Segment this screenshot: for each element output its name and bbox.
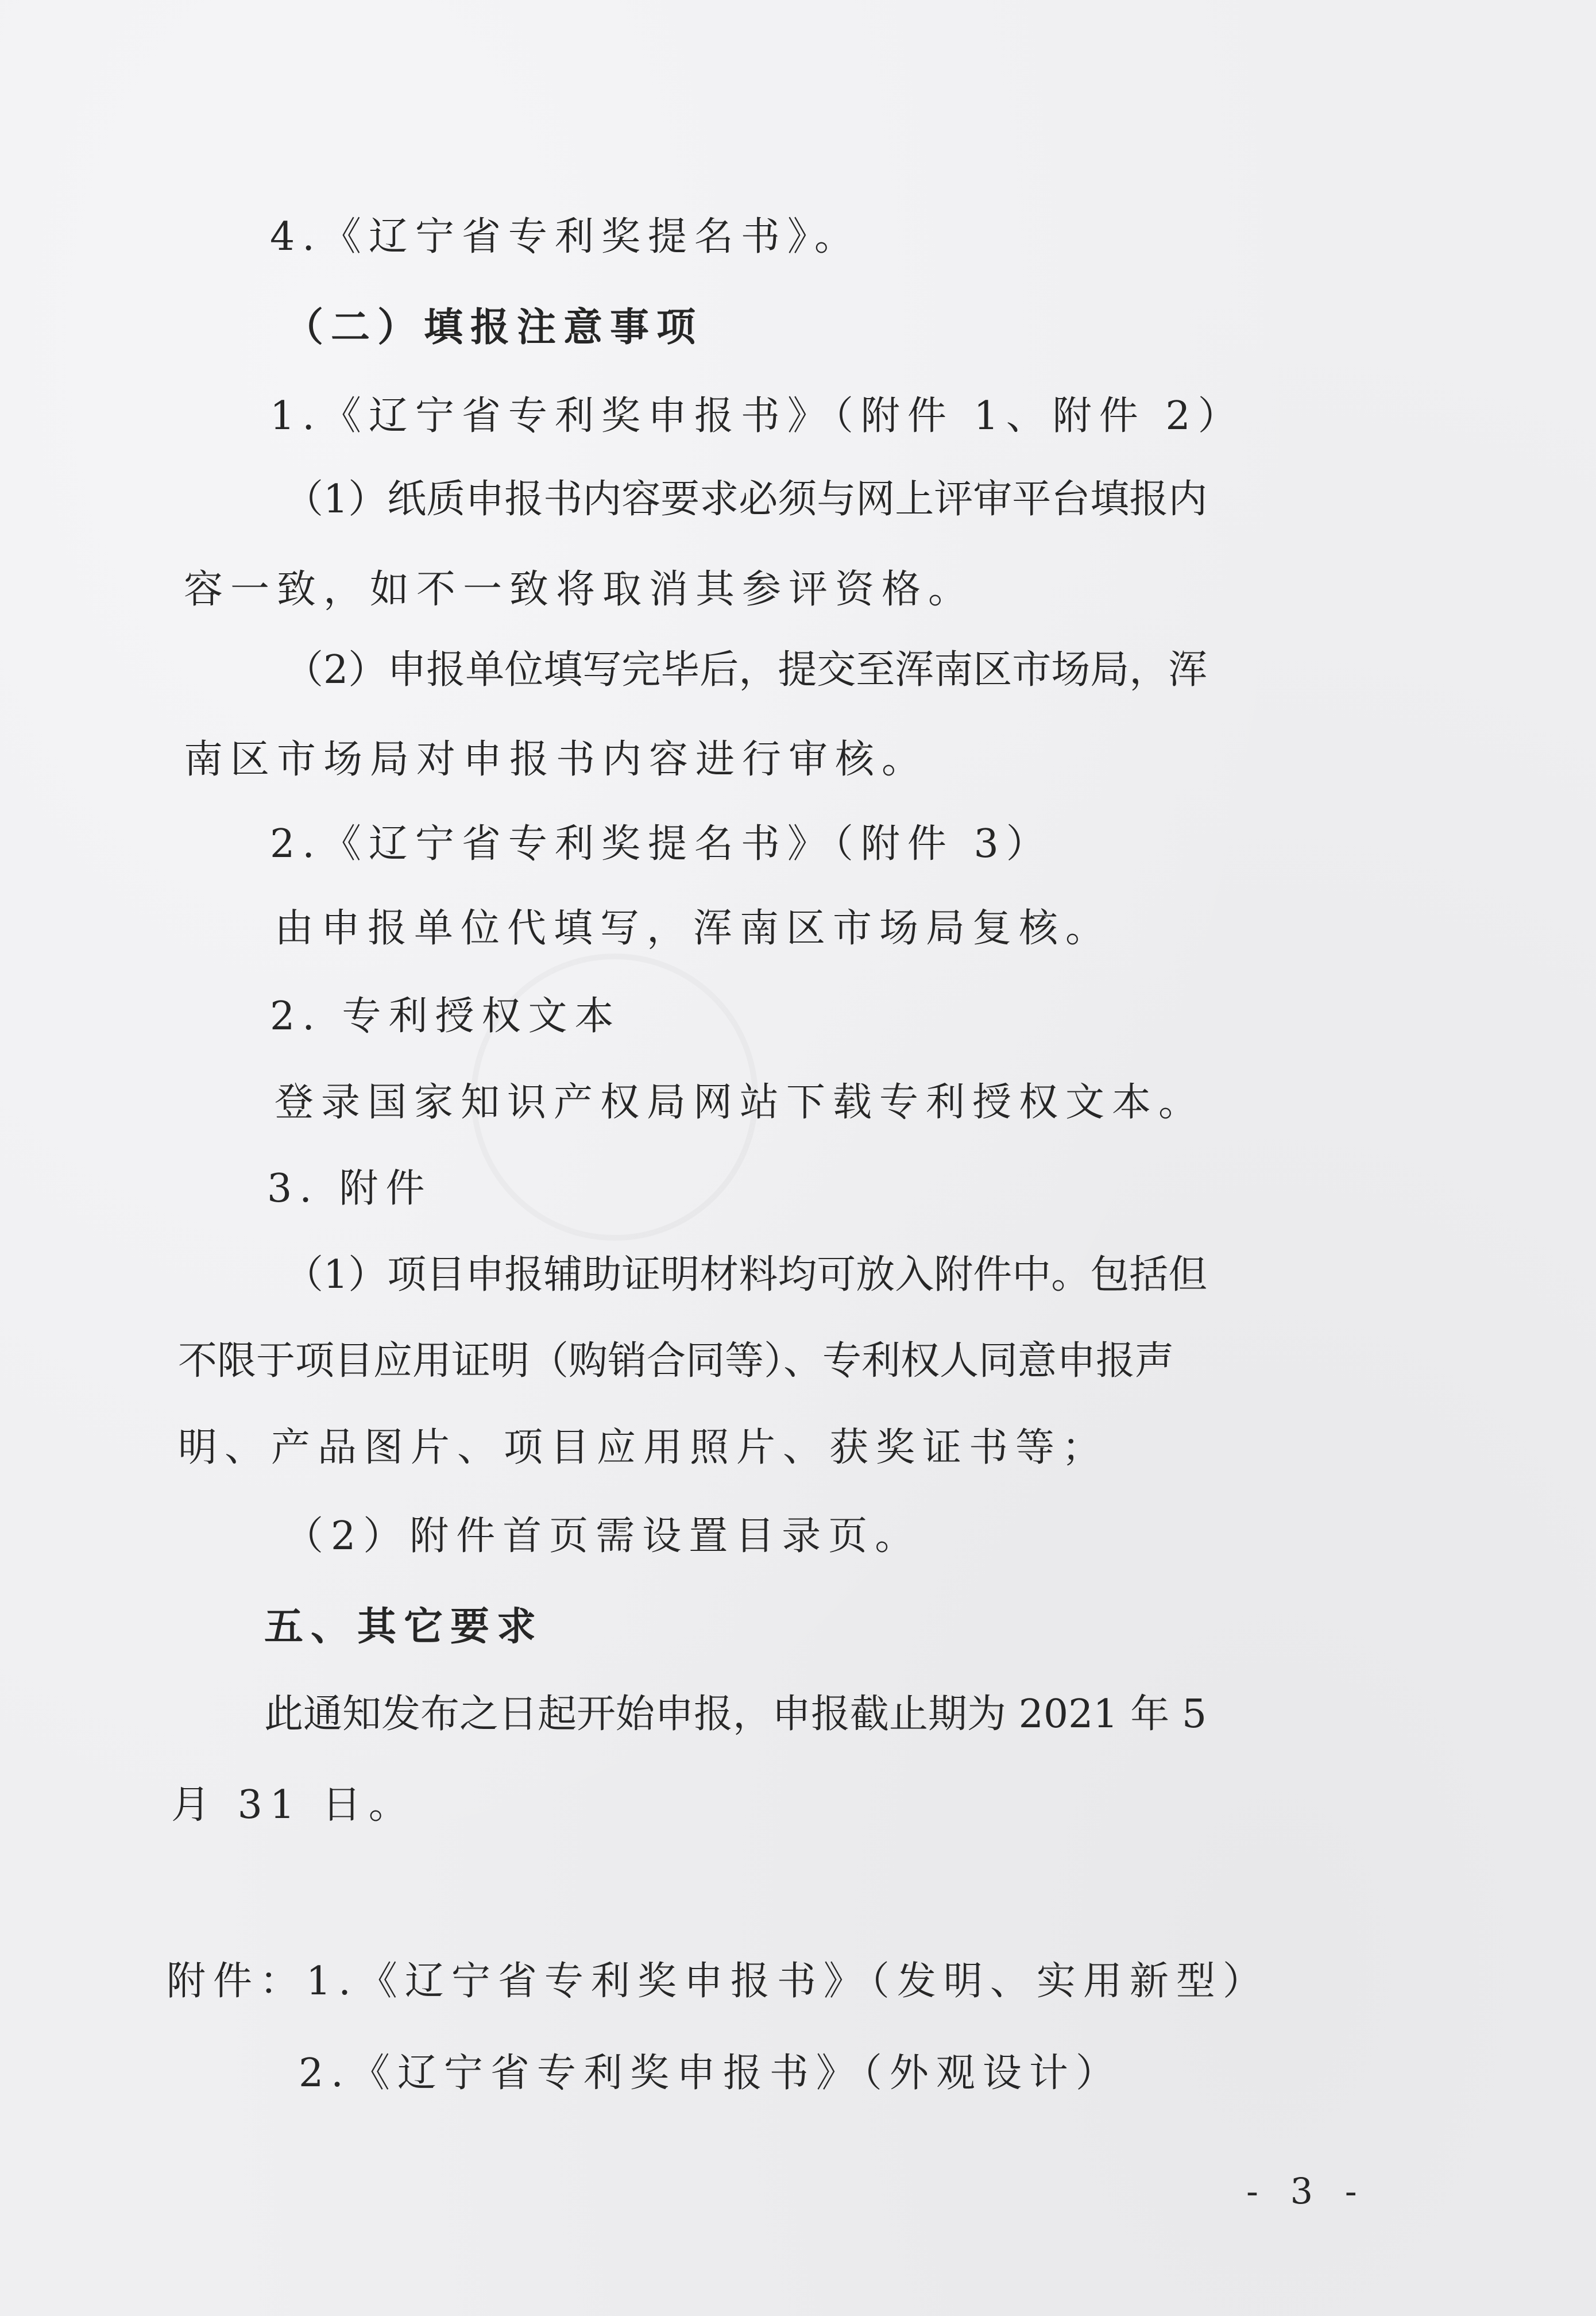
paragraph-line: （2）附件首页需设置目录页。: [284, 1514, 922, 1559]
paragraph-line: 明、产品图片、项目应用照片、获奖证书等；: [178, 1425, 1109, 1470]
paragraph-line: 南区市场局对申报书内容进行审核。: [184, 737, 929, 782]
paragraph-line: 不限于项目应用证明（购销合同等）、专利权人同意申报声: [178, 1338, 1174, 1384]
paragraph-line: （2）申报单位填写完毕后，提交至浑南区市场局，浑: [284, 647, 1208, 693]
attachment-list-item: 2.《辽宁省专利奖申报书》（外观设计）: [299, 2051, 1122, 2096]
paragraph-line: （1）项目申报辅助证明材料均可放入附件中。包括但: [284, 1252, 1208, 1298]
paragraph-line: 由申报单位代填写，浑南区市场局复核。: [275, 906, 1112, 951]
paragraph-line: 此通知发布之日起开始申报，申报截止期为 2021 年 5: [264, 1692, 1207, 1737]
subsection-heading-notes: （二）填报注意事项: [284, 304, 704, 350]
paragraph-line: 月 31 日。: [171, 1782, 415, 1828]
item-application-form: 1.《辽宁省专利奖申报书》（附件 1、附件 2）: [270, 393, 1245, 439]
paragraph-line: 登录国家知识产权局网站下载专利授权文本。: [275, 1080, 1205, 1125]
list-item-nomination-form: 4.《辽宁省专利奖提名书》。: [270, 214, 861, 260]
item-nomination-form: 2.《辽宁省专利奖提名书》（附件 3）: [270, 821, 1053, 867]
item-patent-text: 2. 专利授权文本: [270, 994, 621, 1039]
page-number: - 3 -: [1246, 2170, 1367, 2212]
paragraph-line: 容一致，如不一致将取消其参评资格。: [184, 567, 975, 612]
paragraph-line: （1）纸质申报书内容要求必须与网上评审平台填报内: [284, 477, 1208, 522]
item-attachments: 3. 附件: [267, 1166, 432, 1211]
attachment-list-item: 附件：1.《辽宁省专利奖申报书》（发明、实用新型）: [167, 1959, 1269, 2004]
section-heading-other-requirements: 五、其它要求: [264, 1604, 544, 1650]
